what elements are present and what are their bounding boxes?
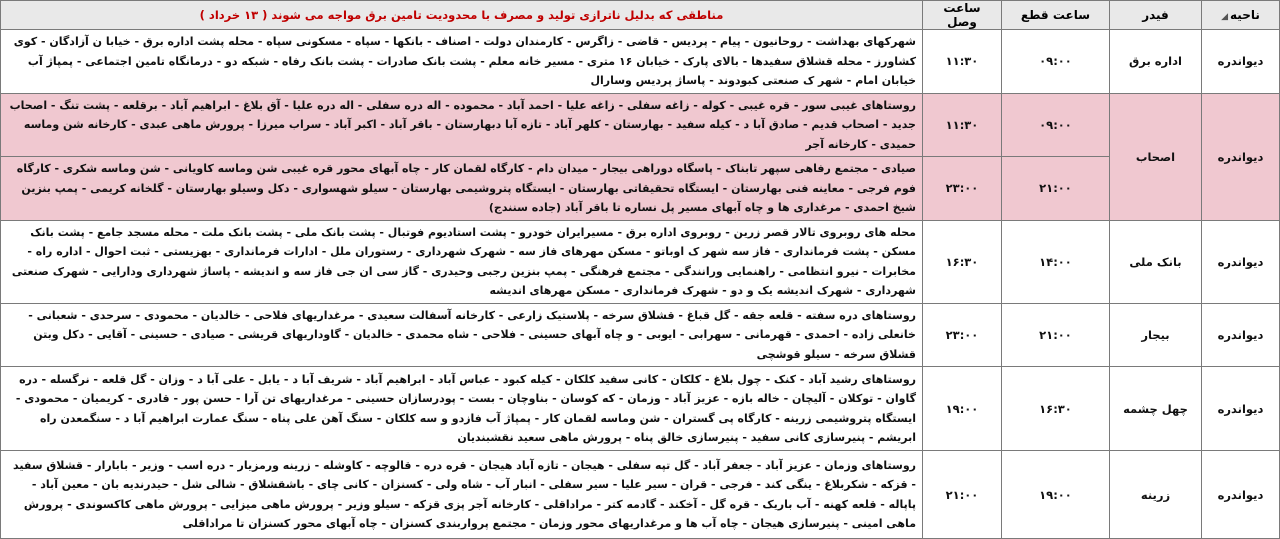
table-row: [1, 93, 1280, 157]
cell-on-time: ۱۶:۳۰: [923, 220, 1002, 303]
cell-feeder: بیجار: [1110, 303, 1202, 367]
cell-region: دیواندره: [1202, 367, 1280, 451]
table-row: [1, 451, 1280, 539]
cell-affected-areas: روستاهای دره سفته - قلعه جقه - گل قباغ - قشلاق سرخه - پلاستیک زارعی - کارخانه آسفالت سعیدی - مرغداریهای فلاحی - خالدیان - محمودی - سرحدی - شعبانی - خانعلی زاده - احمدی - قهرمانی - سهرابی - ایوبی - و چاه آبهای حسینی - فلاحی - شاه محمدی - خالدیان - گاوداریهای قریشی - صیادی - حسینی - آقایی - دکل وبتن قشلاق سرخه - سیلو قوشچی: [1, 303, 923, 367]
cell-affected-areas: صیادی - مجتمع رفاهی سپهر تابناک - پاسگاه دوراهی بیجار - میدان دام - کارگاه لقمان کار - چاه آبهای محور قره غیبی شن وماسه کاویانی - شن وماسه شکری - کارگاه فوم فرجی - معاینه فنی بهارستان - ایستگاه تحقیقاتی بهارستان - ایستگاه پتروشیمی بهارستان - سیلو شهسواری - دکل وسیلو بهارستان - گلخانه کریمی - پمپ بنزین شیخ احمدی - مرغداری ها و چاه آبهای مسیر پل نساره تا باقر آباد (جاده سنندج): [1, 157, 923, 221]
header-on-time: ساعت وصل: [923, 1, 1002, 30]
cell-affected-areas: روستاهای وزمان - عزیز آباد - جعفر آباد - گل تپه سفلی - هیجان - تازه آباد هیجان - قره دره - قالوچه - کاوشله - زرینه ورمزیار - دره اسب - وزیر - بابارار - قشلاق سفید - قزکه - شکربلاغ - ینگی کند - فرجی - قران - سیر علیا - سیر سفلی - انبار آب - شاه ولی - کسنزان - کانی چای - باشقشلاق - شالی شل - حیدرندیه بان - معین آباد - پاپاله - قلعه کهنه - آب باریک - قره گل - آخکند - گادمه کتر - مراداقلی - کارخانه آجر پزی قزکه - سیلو وزیر - پرورش ماهی میزایی - پرورش ماهی کاکسوندی - پرورش ماهی امینی - پنیرسازی هیجان - چاه آب ها و مرغداریهای محور وزمان - مجتمع پرواربندی کسنزان - چاه آبهای محور کسنزان تا مراداقلی: [1, 451, 923, 539]
cell-off-time: ۰۹:۰۰: [1002, 30, 1110, 94]
cell-off-time: ۱۶:۳۰: [1002, 367, 1110, 451]
cell-on-time: ۲۳:۰۰: [923, 157, 1002, 221]
cell-feeder: بانک ملی: [1110, 220, 1202, 303]
cell-feeder: چهل چشمه: [1110, 367, 1202, 451]
table-row: [1, 303, 1280, 367]
cell-on-time: ۲۱:۰۰: [923, 451, 1002, 539]
header-row: [1, 1, 1280, 30]
cell-on-time: ۱۱:۳۰: [923, 93, 1002, 157]
cell-region: دیواندره: [1202, 303, 1280, 367]
cell-region: دیواندره: [1202, 451, 1280, 539]
table-row: [1, 220, 1280, 303]
cell-affected-areas: شهرکهای بهداشت - روحانیون - پیام - پردیس - قاضی - زاگرس - کارمندان دولت - اصناف - بانکها - سپاه - مسکونی سپاه - محله پشت اداره برق - خیابا ن آزادگان - کوی کشاورز - محله قشلاق سفیدها - بالای پارک - خیابان ۱۶ متری - مسیر خانه معلم - پشت بانک صادرات - پشت بانک رفاه - شبکه دو - درمانگاه تامین اجتماعی - پمپاژ آب خیابان امام - شهر ک صنعتی کبودوند - پاساژ پردیس وسارال: [1, 30, 923, 94]
cell-on-time: ۱۱:۳۰: [923, 30, 1002, 94]
header-off-time: ساعت قطع: [1002, 1, 1110, 30]
cell-off-time: ۲۱:۰۰: [1002, 303, 1110, 367]
cell-affected-areas: محله های روبروی تالار قصر زرین - روبروی اداره برق - مسیرایران خودرو - پشت استادیوم فوتبال - پشت بانک ملی - پشت بانک ملت - محله مسجد جامع - پشت بانک مسکن - پشت فرمانداری - فاز سه شهر ک اوباتو - مسکن مهرهای فاز سه - شهرک شهرداری - رستوران ملل - ادارات فرمانداری - بهزیستی - ثبت احوال - اداره راه - مخابرات - نیرو انتظامی - راهنمایی ورانندگی - مجتمع فرهنگی - پمپ بنزین رجبی وحیدری - گاز سی ان جی فاز سه و اندیشه - پاساژ شهرداری ودارایی - شهرک صنعتی شهرداری - شهرک اندیشه یک و دو - شهرک فرمانداری - مسکن مهرهای اندیشه: [1, 220, 923, 303]
cell-off-time: ۲۱:۰۰: [1002, 157, 1110, 221]
cell-off-time: ۱۴:۰۰: [1002, 220, 1110, 303]
cell-off-time: ۰۹:۰۰: [1002, 93, 1110, 157]
cell-region: دیواندره: [1202, 93, 1280, 220]
header-region[interactable]: [1202, 1, 1280, 30]
cell-on-time: ۲۳:۰۰: [923, 303, 1002, 367]
cell-feeder: اصحاب: [1110, 93, 1202, 220]
cell-affected-areas: روستاهای رشید آباد - کنک - چول بلاغ - کلکان - کانی سفید کلکان - کیله کبود - عباس آباد - ابراهیم آباد - شریف آبا د - یابل - علی آبا د - وزان - گل قلعه - نرگسله - دره گاوان - توکلان - آلیچان - خاله بازه - عزیز آباد - وزمان - که کوسان - بناوچان - بست - پودرسازان حسینی - مرغداریهای تن آرا - حسن پور - قادری - کریمیان - محمودی - ایستگاه پتروشیمی زرینه - کارگاه پی گستران - شن وماسه لقمان کار - پمپاژ آب فازدو و سه کلکان - سنگ آهن علی پناه - سنگ عمارت ابراهیم آبا د - سنگمعدن راه ابریشم - پنیرسازی کانی سفید - پنیرسازی خالق پناه - پرورش ماهی سعید نقشبندیان: [1, 367, 923, 451]
cell-region: دیواندره: [1202, 30, 1280, 94]
table-row: [1, 157, 1280, 221]
cell-off-time: ۱۹:۰۰: [1002, 451, 1110, 539]
filter-icon[interactable]: ◢: [1221, 12, 1229, 22]
header-areas-title: مناطقی که بدلیل ناترازی تولید و مصرف با محدودیت تامین برق مواجه می شوند ( ۱۳ خرداد ): [1, 1, 923, 30]
cell-region: دیواندره: [1202, 220, 1280, 303]
cell-feeder: زرینه: [1110, 451, 1202, 539]
table-row: [1, 367, 1280, 451]
table-row: [1, 30, 1280, 94]
cell-on-time: ۱۹:۰۰: [923, 367, 1002, 451]
cell-affected-areas: روستاهای غیبی سور - قره غیبی - کوله - زاغه سفلی - زاغه علیا - احمد آباد - محموده - اله دره سفلی - اله دره علیا - آق بلاغ - ابراهیم آباد - برقلعه - پشت تنگ - اصحاب جدید - اصحاب قدیم - صادق آبا د - کیله سفید - بهارستان - کلهر آباد - تازه آبا دبهارستان - باقر آباد - اکبر آباد - سراب میرزا - پرورش ماهی عبدی - کارخانه شن وماسه حمیدی - کارخانه آجر: [1, 93, 923, 157]
header-feeder: فیدر: [1110, 1, 1202, 30]
cell-feeder: اداره برق: [1110, 30, 1202, 94]
header-region-label: ناحیه: [1230, 8, 1260, 22]
